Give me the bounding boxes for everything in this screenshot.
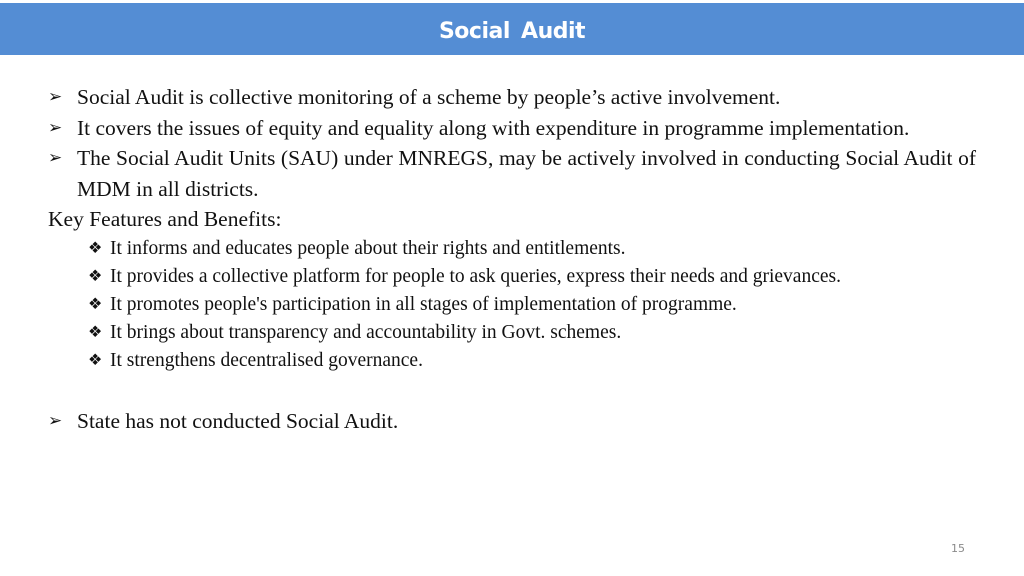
feature-item — [48, 347, 976, 375]
conclusion-text: State has not conducted Social Audit. — [77, 408, 399, 433]
feature-text: It promotes people's participation in all stages of implementation of programme. — [110, 293, 737, 315]
arrow-bullet-icon: ➢ — [48, 87, 63, 106]
spacer — [48, 376, 976, 406]
feature-item — [48, 263, 910, 291]
bullet-item — [48, 113, 976, 144]
feature-text: It provides a collective platform for people to ask queries, express their needs and grievances. — [110, 265, 841, 287]
bullet-item — [48, 82, 976, 113]
feature-text: It informs and educates people about their rights and entitlements. — [110, 237, 626, 259]
arrow-bullet-icon: ➢ — [48, 148, 63, 167]
slide-body — [48, 82, 976, 436]
arrow-bullet-icon: ➢ — [48, 117, 63, 137]
feature-text: It strengthens decentralised governance. — [110, 350, 423, 372]
diamond-bullet-icon: ❖ — [88, 267, 103, 285]
feature-text: It brings about transparency and accountability in Govt. schemes. — [110, 322, 622, 344]
diamond-bullet-icon: ❖ — [88, 239, 103, 257]
page-number: 15 — [951, 542, 965, 555]
feature-item — [48, 235, 976, 263]
key-features-heading: Key Features and Benefits: — [48, 207, 282, 231]
bullet-text: Social Audit is collective monitoring of a scheme by people’s active involvement. — [77, 85, 781, 109]
feature-item — [48, 291, 976, 319]
bullet-text: The Social Audit Units (SAU) under MNREGS, may be actively involved in conducting Social Audit of MDM in all districts. — [77, 146, 976, 201]
arrow-bullet-icon: ➢ — [48, 410, 63, 430]
diamond-bullet-icon: ❖ — [88, 324, 103, 342]
bullet-text: It covers the issues of equity and equality along with expenditure in programme implementation. — [77, 115, 910, 140]
slide-title: Social Audit — [438, 18, 586, 44]
title-bar — [0, 3, 1024, 55]
conclusion-item — [48, 406, 976, 437]
bullet-item — [48, 143, 976, 204]
diamond-bullet-icon: ❖ — [88, 295, 103, 313]
feature-item — [48, 319, 976, 347]
diamond-bullet-icon: ❖ — [88, 352, 103, 370]
